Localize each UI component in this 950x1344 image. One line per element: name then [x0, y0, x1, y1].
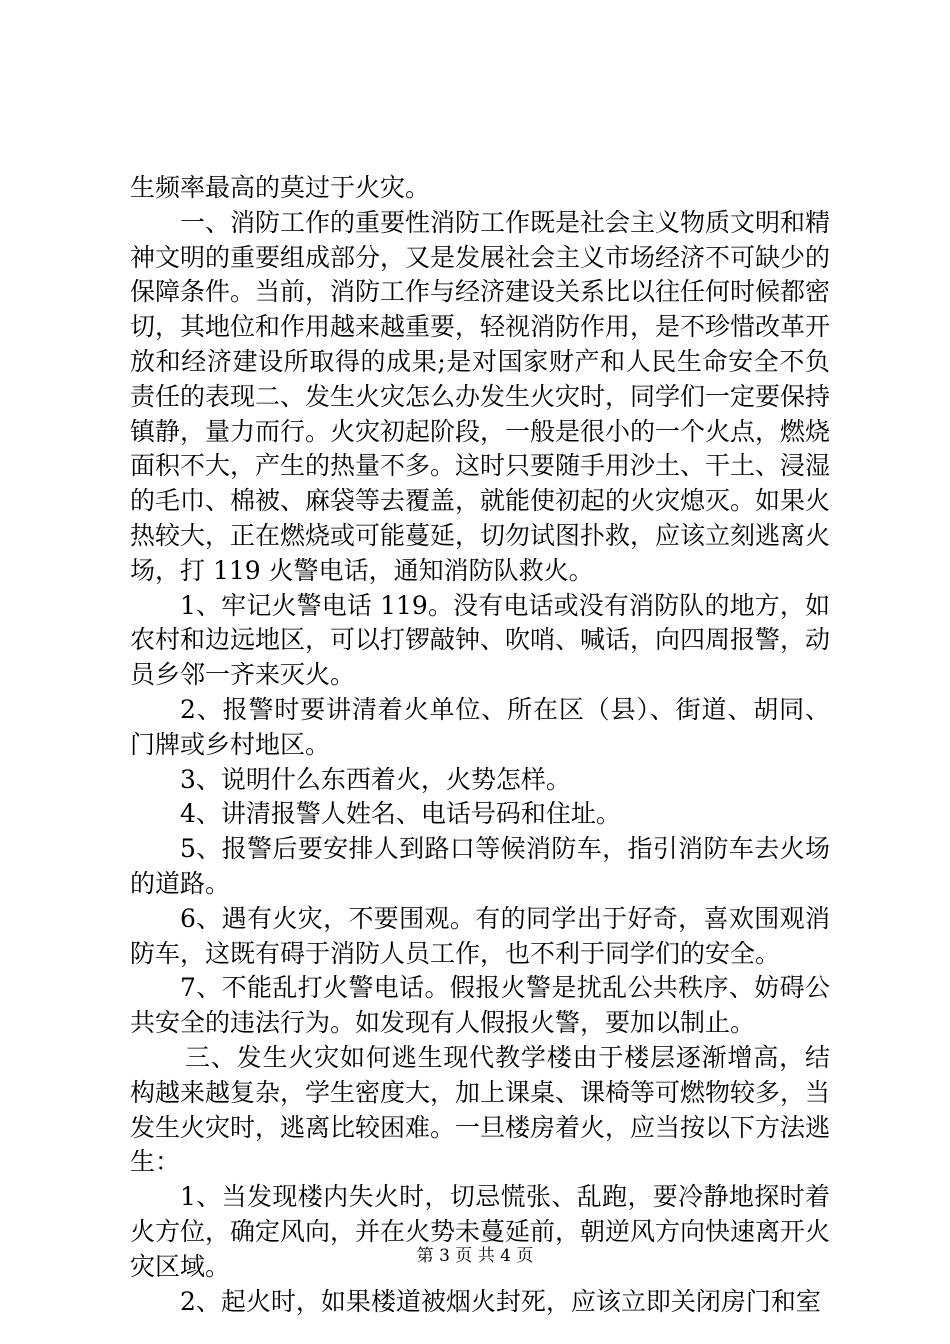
paragraph-12: 2、起火时，如果楼道被烟火封死，应该立即关闭房门和室: [180, 1286, 821, 1316]
paragraph-9: 7、不能乱打火警电话。假报火警是扰乱公共秩序、妨碍公共安全的违法行为。如发现有人假报火警，要加以制止。: [130, 973, 830, 1038]
paragraph-8: 6、遇有火灾，不要围观。有的同学出于好奇，喜欢围观消防车，这既有碍于消防人员工作，也不利于同学们的安全。: [130, 903, 830, 968]
paragraph-7: 5、报警后要安排人到路口等候消防车，指引消防车去火场的道路。: [130, 834, 830, 898]
paragraph-6: 4、讲清报警人姓名、电话号码和住址。: [180, 799, 621, 829]
paragraph-3: 1、牢记火警电话 119。没有电话或没有消防队的地方，如农村和边远地区，可以打锣敲钟、吹哨、喊话，向四周报警，动员乡邻一齐来灭火。: [130, 590, 831, 690]
paragraph-2: 一、消防工作的重要性消防工作既是社会主义物质文明和精神文明的重要组成部分，又是发展社会主义市场经济不可缺少的保障条件。当前，消防工作与经济建设关系比以往任何时候都密切，其地位和作用越来越重要，轻视消防作用，是不珍惜改革开放和经济建设所取得的成果;是对国家财产和人民生命安全不负责任的表现二、发生火灾怎么办发生火灾时，同学们一定要保持镇静，量力而行。火灾初起阶段，一般是很小的一个火点，燃烧面积不大，产生的热量不多。这时只要随手用沙土、干土、浸湿的毛巾、棉被、麻袋等去覆盖，就能使初起的火灾熄灭。如果火热较大，正在燃烧或可能蔓延，切勿试图扑救，应该立刻逃离火场，打 119 火警电话，通知消防队救火。: [130, 207, 831, 585]
paragraph-1: 生频率最高的莫过于火灾。: [130, 173, 431, 202]
page-number-footer: 第 3 页 共 4 页: [416, 1246, 534, 1266]
paragraph-4: 2、报警时要讲清着火单位、所在区（县）、街道、胡同、门牌或乡村地区。: [130, 694, 830, 759]
paragraph-10: 三、发生火灾如何逃生现代教学楼由于楼层逐渐增高，结构越来越复杂，学生密度大，加上课桌、课椅等可燃物较多，当发生火灾时，逃离比较困难。一旦楼房着火，应当按以下方法逃生：: [130, 1042, 831, 1177]
paragraph-11: 1、当发现楼内失火时，切忌慌张、乱跑，要冷静地探时着火方位，确定风向，并在火势未蔓延前，朝逆风方向快速离开火灾区域。: [130, 1182, 831, 1281]
paragraph-5: 3、说明什么东西着火，火势怎样。: [180, 764, 571, 794]
document-body: [130, 171, 830, 1319]
